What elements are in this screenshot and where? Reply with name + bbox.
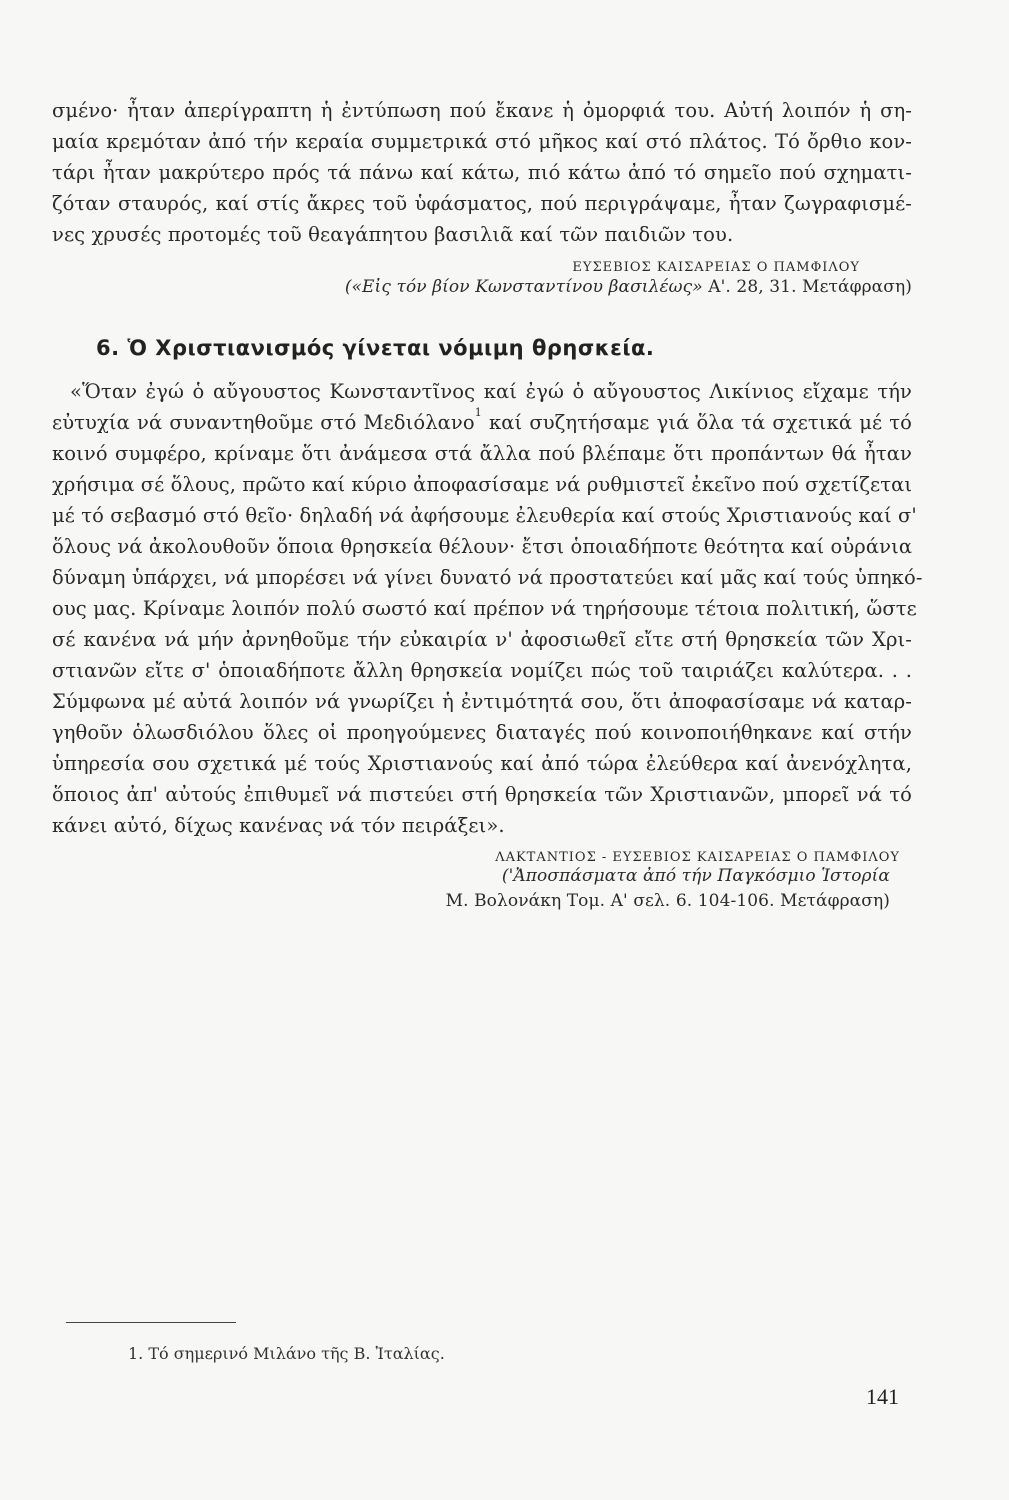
- footnote-marker: 1: [474, 406, 482, 419]
- passage2-line-1: «Ὅταν ἐγώ ὁ αὔγουστος Κωνσταντῖνος καί ἐγώ ὁ αὔγουστος Λικίνιος εἴχαμε τήν: [70, 380, 912, 403]
- passage1-line-2: μαία κρεμόταν ἀπό τήν κεραία συμμετρικά στό μῆκος καί στό πλάτος. Τό ὄρθιο κον-: [52, 130, 912, 153]
- passage2-attribution-author: ΛΑΚΤΑΝΤΙΟΣ - ΕΥΣΕΒΙΟΣ ΚΑΙΣΑΡΕΙΑΣ Ο ΠΑΜΦΙΛΟΥ: [495, 850, 900, 865]
- passage2-line-8: ους μας. Κρίναμε λοιπόν πολύ σωστό καί πρέπον νά τηρήσουμε τέτοια πολιτική, ὥστε: [52, 597, 917, 620]
- footnote-number: 1.: [128, 1344, 144, 1363]
- passage1-line-3: τάρι ἦταν μακρύτερο πρός τά πάνω καί κάτω, πιό κάτω ἀπό τό σημεῖο πού σχηματι-: [52, 161, 912, 184]
- passage2-line-2-tail: καί συζητήσαμε γιά ὅλα τά σχετικά μέ τό: [481, 411, 912, 434]
- footnote: [128, 1344, 445, 1363]
- footnote-text: Τό σημερινό Μιλάνο τῆς Β. Ἰταλίας.: [143, 1344, 445, 1363]
- passage1-line-5: νες χρυσές προτομές τοῦ θεαγάπητου βασιλιᾶ καί τῶν παιδιῶν του.: [52, 223, 734, 246]
- passage2-line-3: κοινό συμφέρο, κρίναμε ὅτι ἀνάμεσα στά ἄλλα πού βλέπαμε ὅτι προπάντων θά ἦταν: [52, 442, 912, 465]
- passage1-attribution-source: [52, 272, 912, 303]
- passage1-attribution-author: ΕΥΣΕΒΙΟΣ ΚΑΙΣΑΡΕΙΑΣ Ο ΠΑΜΦΙΛΟΥ: [572, 260, 860, 275]
- passage2-line-7: δύναμη ὑπάρχει, νά μπορέσει νά γίνει δυνατό νά προστατεύει καί μᾶς καί τούς ὑπηκό-: [52, 566, 923, 589]
- passage2-line-2-head: εὐτυχία νά συναντηθοῦμε στό Μεδιόλανο: [52, 411, 475, 434]
- passage2-line-9: σέ κανένα νά μήν ἀρνηθοῦμε τήν εὐκαιρία ν' ἀφοσιωθεῖ εἴτε στή θρησκεία τῶν Χρι-: [52, 628, 912, 651]
- passage1-source-title: («Εἰς τόν βίον Κωνσταντίνου βασιλέως»: [344, 277, 703, 297]
- passage1-line-4: ζόταν σταυρός, καί στίς ἄκρες τοῦ ὑφάσματος, πού περιγράψαμε, ἦταν ζωγραφισμέ-: [52, 192, 912, 215]
- passage2-line-10: στιανῶν εἴτε σ' ὁποιαδήποτε ἄλλη θρησκεία νομίζει πώς τοῦ ταιριάζει καλύτερα. . .: [52, 659, 912, 682]
- passage2-line-12: γηθοῦν ὁλωσδιόλου ὅλες οἱ προηγούμενες διαταγές πού κοινοποιήθηκανε καί στήν: [52, 721, 912, 744]
- passage1-line-1: σμένο· ἦταν ἀπερίγραπτη ἡ ἐντύπωση πού ἔκανε ἡ ὀμορφιά του. Αὐτή λοιπόν ἡ ση-: [52, 99, 912, 122]
- page-number: 141: [866, 1384, 899, 1409]
- passage2-line-4: χρήσιμα σέ ὅλους, πρῶτο καί κύριο ἀποφασίσαμε νά ρυθμιστεῖ ἐκεῖνο πού σχετίζεται: [52, 473, 913, 496]
- passage2-line-14: ὅποιος ἀπ' αὐτούς ἐπιθυμεῖ νά πιστεύει στή θρησκεία τῶν Χριστιανῶν, μπορεῖ νά τό: [52, 783, 912, 806]
- passage2-line-6: ὅλους νά ἀκολουθοῦν ὅποια θρησκεία θέλουν· ἔτσι ὁποιαδήποτε θεότητα καί οὐράνια: [52, 535, 913, 558]
- passage2-line-2: [52, 407, 912, 438]
- passage2-attribution-ref: Μ. Βολονάκη Τομ. Α' σελ. 6. 104-106. Μετάφραση): [445, 891, 890, 911]
- passage2-line-11: Σύμφωνα μέ αὐτά λοιπόν νά γνωρίζει ἡ ἐντιμότητά σου, ὅτι ἀποφασίσαμε νά καταρ-: [52, 690, 912, 713]
- passage2-line-5: μέ τό σεβασμό στό θεῖο· δηλαδή νά ἀφήσουμε ἐλευθερία καί στούς Χριστιανούς καί σ': [52, 504, 917, 527]
- passage1-source-ref: Α'. 28, 31. Μετάφραση): [702, 277, 912, 297]
- passage2-attribution-source: ('Ἀποσπάσματα ἀπό τήν Παγκόσμιο Ἱστορία: [501, 866, 890, 886]
- footnote-rule: [66, 1322, 236, 1323]
- passage2-line-13: ὑπηρεσία σου σχετικά μέ τούς Χριστιανούς καί ἀπό τώρα ἐλεύθερα καί ἀνενόχλητα,: [52, 752, 912, 775]
- passage2-line-15: κάνει αὐτό, δίχως κανένας νά τόν πειράξει».: [52, 814, 505, 837]
- section-heading: 6. Ὁ Χριστιανισμός γίνεται νόμιμη θρησκεία.: [96, 336, 655, 360]
